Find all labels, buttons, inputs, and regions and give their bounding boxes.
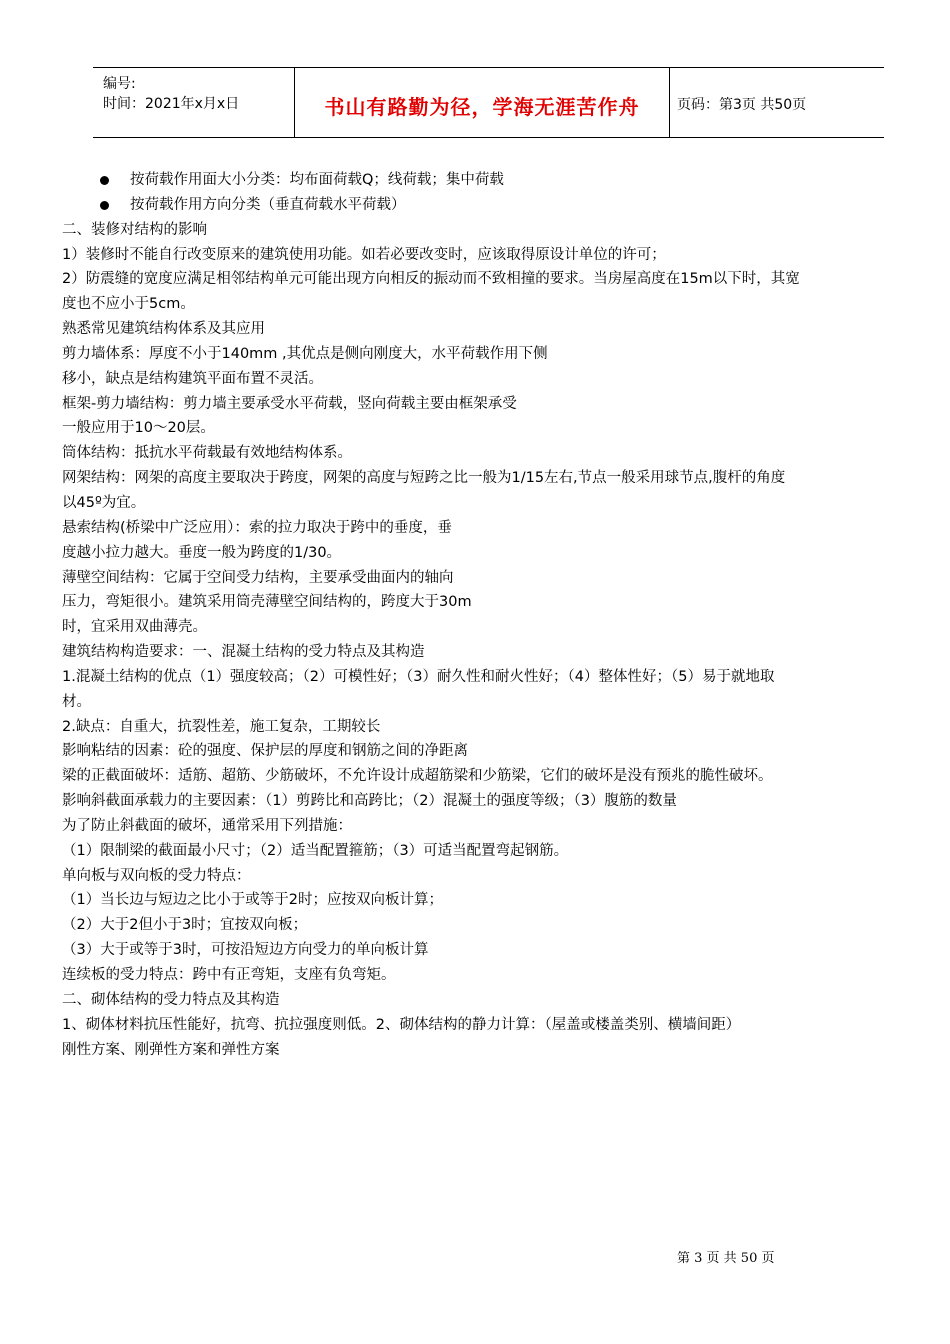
header-right-cell <box>669 68 884 137</box>
paragraph-line: 压力，弯矩很小。建筑采用筒壳薄壁空间结构的，跨度大于30m <box>62 594 472 611</box>
paragraph-line: 连续板的受力特点：跨中有正弯矩，支座有负弯矩。 <box>62 967 396 983</box>
bullet-item <box>62 193 912 218</box>
paragraph-line: 1.混凝土结构的优点（1）强度较高；（2）可模性好；（3）耐久性和耐火性好；（4）整体性好；（5）易于就地取 <box>62 668 775 685</box>
bullet-item <box>62 168 912 193</box>
paragraph-line: 网架结构：网架的高度主要取决于跨度，网架的高度与短跨之比一般为1/15左右,节点一般采用球节点,腹杆的角度 <box>62 470 786 487</box>
paragraph-line: 二、砌体结构的受力特点及其构造 <box>62 991 280 1008</box>
motto: 书山有路勤为径，学海无涯苦作舟 <box>324 95 640 119</box>
time-label: 时间：2021年x月x日 <box>103 96 240 112</box>
paragraph-line: 材。 <box>62 693 91 710</box>
paragraph-line: 影响斜截面承载力的主要因素：（1）剪跨比和高跨比；（2）混凝土的强度等级；（3）腹筋的数量 <box>62 793 677 810</box>
paragraph-line: 悬索结构(桥梁中广泛应用）：索的拉力取决于跨中的垂度，垂 <box>62 519 452 536</box>
paragraph-line: （1）当长边与短边之比小于或等于2时；应按双向板计算； <box>62 892 443 909</box>
paragraph-line: 一般应用于10～20层。 <box>62 420 215 437</box>
header-table <box>93 67 884 138</box>
page-info: 页码：第3页 共50页 <box>677 97 807 113</box>
paragraph-line: 移小，缺点是结构建筑平面布置不灵活。 <box>62 370 323 387</box>
paragraph-line: （3）大于或等于3时，可按沿短边方向受力的单向板计算 <box>62 942 429 959</box>
paragraph-line: 筒体结构：抵抗水平荷载最有效地结构体系。 <box>62 445 352 462</box>
paragraph-line: 影响粘结的因素：砼的强度、保护层的厚度和钢筋之间的净距离 <box>62 743 468 760</box>
paragraph-line: 二、装修对结构的影响 <box>62 221 207 238</box>
paragraph-line: 2.缺点：自重大，抗裂性差，施工复杂，工期较长 <box>62 718 381 735</box>
paragraph-line: 薄壁空间结构：它属于空间受力结构，主要承受曲面内的轴向 <box>62 569 454 586</box>
code-label: 编号: <box>103 76 136 92</box>
bullet-text: 按荷载作用方向分类（垂直荷载水平荷载） <box>130 196 406 213</box>
header-center-cell <box>294 68 670 137</box>
paragraph-line: 框架-剪力墙结构：剪力墙主要承受水平荷载，竖向荷载主要由框架承受 <box>62 395 517 412</box>
paragraph-line: （1）限制梁的截面最小尺寸；（2）适当配置箍筋；（3）可适当配置弯起钢筋。 <box>62 842 569 859</box>
paragraph-line: 刚性方案、刚弹性方案和弹性方案 <box>62 1041 280 1058</box>
paragraph-line: 以45º为宜。 <box>62 494 146 511</box>
paragraph-line: 时，宜采用双曲薄壳。 <box>62 619 207 636</box>
paragraph-line: 度越小拉力越大。垂度一般为跨度的1/30。 <box>62 544 342 561</box>
paragraph-line: 1）装修时不能自行改变原来的建筑使用功能。如若必要改变时，应该取得原设计单位的许可； <box>62 246 666 263</box>
paragraph-line: 度也不应小于5cm。 <box>62 296 195 313</box>
paragraph-line: 单向板与双向板的受力特点： <box>62 867 251 884</box>
paragraph-line: （2）大于2但小于3时；宜按双向板； <box>62 917 308 934</box>
bullet-dot-icon <box>100 176 109 185</box>
paragraph-line: 建筑结构构造要求：一、混凝土结构的受力特点及其构造 <box>62 644 425 661</box>
header-left-cell <box>93 68 294 137</box>
paragraph-line: 为了防止斜截面的破坏，通常采用下列措施： <box>62 817 352 834</box>
document-body <box>62 168 912 1062</box>
paragraph-line: 2）防震缝的宽度应满足相邻结构单元可能出现方向相反的振动而不致相撞的要求。当房屋高度在15m以下时，其宽 <box>62 271 800 288</box>
paragraph-line: 熟悉常见建筑结构体系及其应用 <box>62 321 265 338</box>
paragraph-line: 梁的正截面破坏：适筋、超筋、少筋破坏，不允许设计成超筋梁和少筋梁，它们的破坏是没有预兆的脆性破坏。 <box>62 768 773 785</box>
paragraph-line: 剪力墙体系：厚度不小于140mm ,其优点是侧向刚度大，水平荷载作用下侧 <box>62 345 548 362</box>
bullet-dot-icon <box>100 201 109 210</box>
paragraph-line: 1、砌体材料抗压性能好，抗弯、抗拉强度则低。2、砌体结构的静力计算：（屋盖或楼盖类别、横墙间距） <box>62 1016 741 1033</box>
page-footer: 第 3 页 共 50 页 <box>677 1251 775 1266</box>
bullet-text: 按荷载作用面大小分类：均布面荷载Q；线荷载；集中荷载 <box>130 172 504 188</box>
